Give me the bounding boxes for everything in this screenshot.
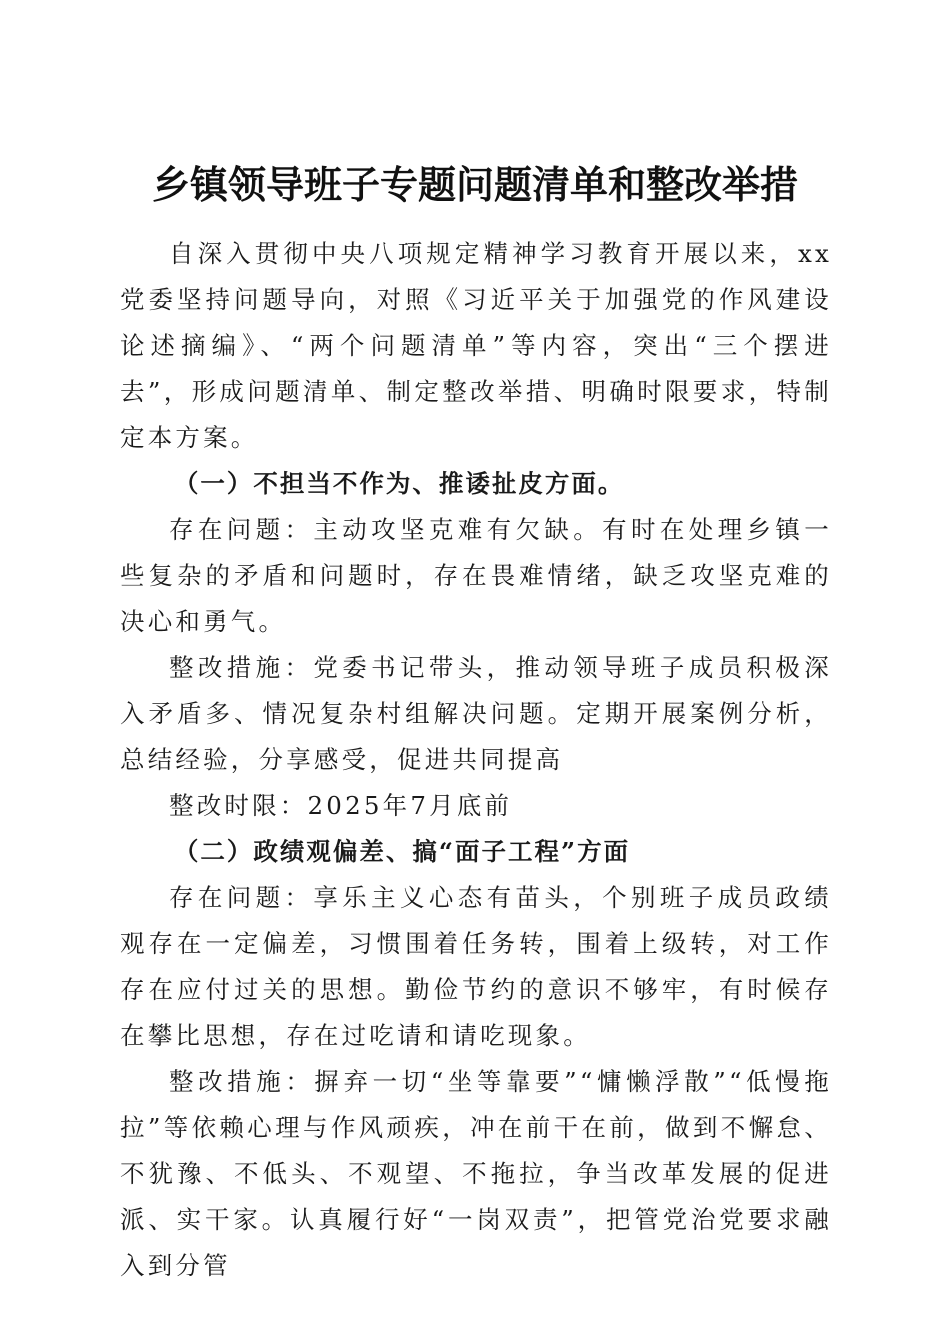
deadline-paragraph-1: 整改时限：2025年7月底前: [169, 791, 513, 820]
measure-paragraph-1: 整改措施：党委书记带头，推动领导班子成员积极深入矛盾多、情况复杂村组解决问题。定期开展案例分析，总结经验，分享感受，促进共同提高: [120, 653, 832, 774]
section-heading-1: （一）不担当不作为、推诿扯皮方面。: [173, 469, 625, 498]
document-title: 乡镇领导班子专题问题清单和整改举措: [151, 162, 798, 208]
problem-paragraph-2: 存在问题：享乐主义心态有苗头，个别班子成员政绩观存在一定偏差，习惯围着任务转，围着上级转，对工作存在应付过关的思想。勤俭节约的意识不够牢，有时候存在攀比思想，存在过吃请和请吃现象。: [120, 883, 832, 1050]
measure-paragraph-2: 整改措施：摒弃一切“坐等靠要”“慵懒浮散”“低慢拖拉”等依赖心理与作风顽疾，冲在前干在前，做到不懈怠、不犹豫、不低头、不观望、不拖拉，争当改革发展的促进派、实干家。认真履行好“一岗双责”，把管党治党要求融入到分管: [120, 1067, 832, 1280]
section-heading-2: （二）政绩观偏差、搞“面子工程”方面: [173, 837, 631, 866]
document-body: [120, 231, 832, 1289]
intro-paragraph: 自深入贯彻中央八项规定精神学习教育开展以来，xx党委坚持问题导向，对照《习近平关于加强党的作风建设论述摘编》、“两个问题清单”等内容，突出“三个摆进去”，形成问题清单、制定整改举措、明确时限要求，特制定本方案。: [120, 239, 832, 452]
problem-paragraph-1: 存在问题：主动攻坚克难有欠缺。有时在处理乡镇一些复杂的矛盾和问题时，存在畏难情绪，缺乏攻坚克难的决心和勇气。: [120, 515, 832, 636]
